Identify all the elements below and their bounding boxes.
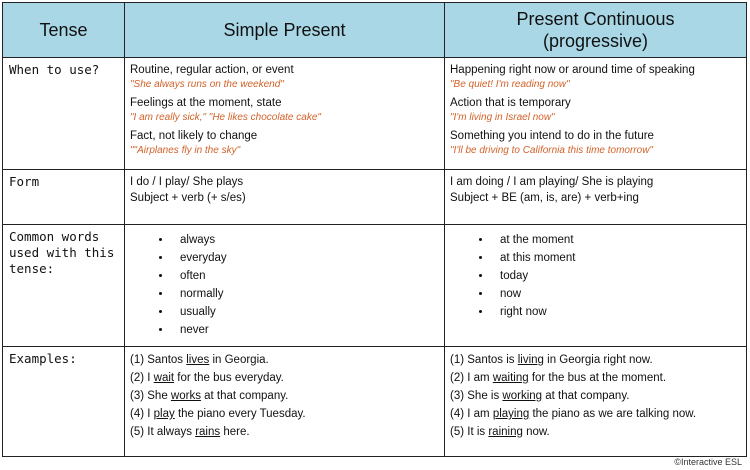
sentence-text: (4) I am bbox=[450, 408, 493, 420]
sentence-text: at that company. bbox=[200, 390, 289, 402]
sentence-text: (3) She is bbox=[450, 390, 503, 402]
form-simple-cell bbox=[125, 170, 445, 225]
example-sentence bbox=[130, 405, 439, 423]
list-item: • usually bbox=[172, 303, 439, 321]
underlined-verb: raining bbox=[488, 426, 523, 438]
when-continuous-use: Something you intend to do in the future bbox=[450, 130, 654, 142]
header-tense bbox=[3, 3, 125, 58]
common-continuous-list bbox=[450, 231, 741, 321]
example-sentence bbox=[450, 369, 741, 387]
sentence-text: the piano every Tuesday. bbox=[174, 408, 306, 420]
sentence-text: the piano as we are talking now. bbox=[529, 408, 697, 420]
sentence-text: here. bbox=[220, 426, 250, 438]
underlined-verb: living bbox=[517, 354, 544, 366]
sentence-text: in Georgia right now. bbox=[543, 354, 653, 366]
when-continuous-example: "Be quiet! I'm reading now" bbox=[450, 79, 570, 90]
list-item: • never bbox=[172, 321, 439, 339]
example-sentence bbox=[130, 351, 439, 369]
sentence-text: (2) I bbox=[130, 372, 154, 384]
list-item: • now bbox=[492, 285, 741, 303]
sentence-text: (3) She bbox=[130, 390, 171, 402]
when-continuous-example: "I'm living in Israel now" bbox=[450, 112, 555, 123]
list-item: • today bbox=[492, 267, 741, 285]
list-item: • often bbox=[172, 267, 439, 285]
example-sentence bbox=[450, 351, 741, 369]
sentence-text: in Georgia. bbox=[209, 354, 269, 366]
when-simple-use: Feelings at the moment, state bbox=[130, 97, 282, 109]
when-continuous-example: "I'll be driving to California this time tomorrow" bbox=[450, 145, 653, 156]
sentence-text: (1) Santos is bbox=[450, 354, 518, 366]
list-item: • at the moment bbox=[492, 231, 741, 249]
list-item: • normally bbox=[172, 285, 439, 303]
form-continuous-line: Subject + BE (am, is, are) + verb+ing bbox=[450, 192, 639, 204]
when-continuous-use: Action that is temporary bbox=[450, 97, 571, 109]
copyright-credit: ©Interactive ESL bbox=[674, 457, 742, 467]
form-continuous-cell bbox=[445, 170, 747, 225]
example-sentence bbox=[130, 369, 439, 387]
form-simple-line: I do / I play/ She plays bbox=[130, 176, 244, 188]
tense-comparison-table bbox=[2, 2, 747, 457]
underlined-verb: play bbox=[153, 408, 175, 420]
underlined-verb: wait bbox=[153, 372, 175, 384]
common-continuous-cell bbox=[445, 225, 747, 347]
common-simple-list bbox=[130, 231, 439, 339]
sentence-text: for the bus at the moment. bbox=[528, 372, 667, 384]
header-tense-label: Tense bbox=[39, 20, 88, 40]
list-item: • always bbox=[172, 231, 439, 249]
header-simple-label: Simple Present bbox=[223, 20, 346, 40]
form-continuous-line: I am doing / I am playing/ She is playing bbox=[450, 176, 654, 188]
header-continuous-line2: (progressive) bbox=[542, 31, 649, 51]
when-simple-example: "She always runs on the weekend" bbox=[130, 79, 284, 90]
when-simple-cell bbox=[125, 58, 445, 170]
when-simple-example: ""Airplanes fly in the sky" bbox=[130, 145, 241, 156]
sentence-text: (5) It is bbox=[450, 426, 489, 438]
row-label-common-line: tense: bbox=[9, 261, 55, 276]
sentence-text: now. bbox=[522, 426, 550, 438]
sentence-text: at that company. bbox=[542, 390, 630, 402]
row-form bbox=[3, 170, 747, 225]
when-continuous-cell bbox=[445, 58, 747, 170]
list-item: • everyday bbox=[172, 249, 439, 267]
common-simple-cell bbox=[125, 225, 445, 347]
form-simple-line: Subject + verb (+ s/es) bbox=[130, 192, 246, 204]
underlined-verb: lives bbox=[186, 354, 210, 366]
row-label-common-line: Common words bbox=[9, 229, 100, 244]
underlined-verb: works bbox=[170, 390, 201, 402]
sentence-text: for the bus everyday. bbox=[174, 372, 284, 384]
row-label-form: Form bbox=[3, 170, 125, 225]
example-sentence bbox=[450, 387, 741, 405]
examples-continuous-cell bbox=[445, 347, 747, 457]
row-label-common bbox=[3, 225, 125, 347]
example-sentence bbox=[130, 423, 439, 441]
when-simple-example: "I am really sick," "He likes chocolate cake" bbox=[130, 112, 321, 123]
row-label-when: When to use? bbox=[3, 58, 125, 170]
sentence-text: (2) I am bbox=[450, 372, 493, 384]
underlined-verb: rains bbox=[195, 426, 221, 438]
when-simple-use: Routine, regular action, or event bbox=[130, 64, 294, 76]
row-examples bbox=[3, 347, 747, 457]
underlined-verb: waiting bbox=[492, 372, 529, 384]
sentence-text: (4) I bbox=[130, 408, 154, 420]
row-common-words bbox=[3, 225, 747, 347]
list-item: • right now bbox=[492, 303, 741, 321]
example-sentence bbox=[450, 405, 741, 423]
row-when-to-use bbox=[3, 58, 747, 170]
header-present-continuous bbox=[445, 3, 747, 58]
sentence-text: (1) Santos bbox=[130, 354, 187, 366]
header-continuous-line1: Present Continuous bbox=[516, 9, 675, 29]
list-item: • at this moment bbox=[492, 249, 741, 267]
when-continuous-use: Happening right now or around time of speaking bbox=[450, 64, 695, 76]
sentence-text: (5) It always bbox=[130, 426, 196, 438]
row-label-examples: Examples: bbox=[3, 347, 125, 457]
underlined-verb: working bbox=[502, 390, 543, 402]
example-sentence bbox=[450, 423, 741, 441]
underlined-verb: playing bbox=[492, 408, 530, 420]
examples-simple-cell bbox=[125, 347, 445, 457]
row-label-common-line: used with this bbox=[9, 245, 115, 260]
when-simple-use: Fact, not likely to change bbox=[130, 130, 258, 142]
header-simple-present bbox=[125, 3, 445, 58]
header-row bbox=[3, 3, 747, 58]
example-sentence bbox=[130, 387, 439, 405]
